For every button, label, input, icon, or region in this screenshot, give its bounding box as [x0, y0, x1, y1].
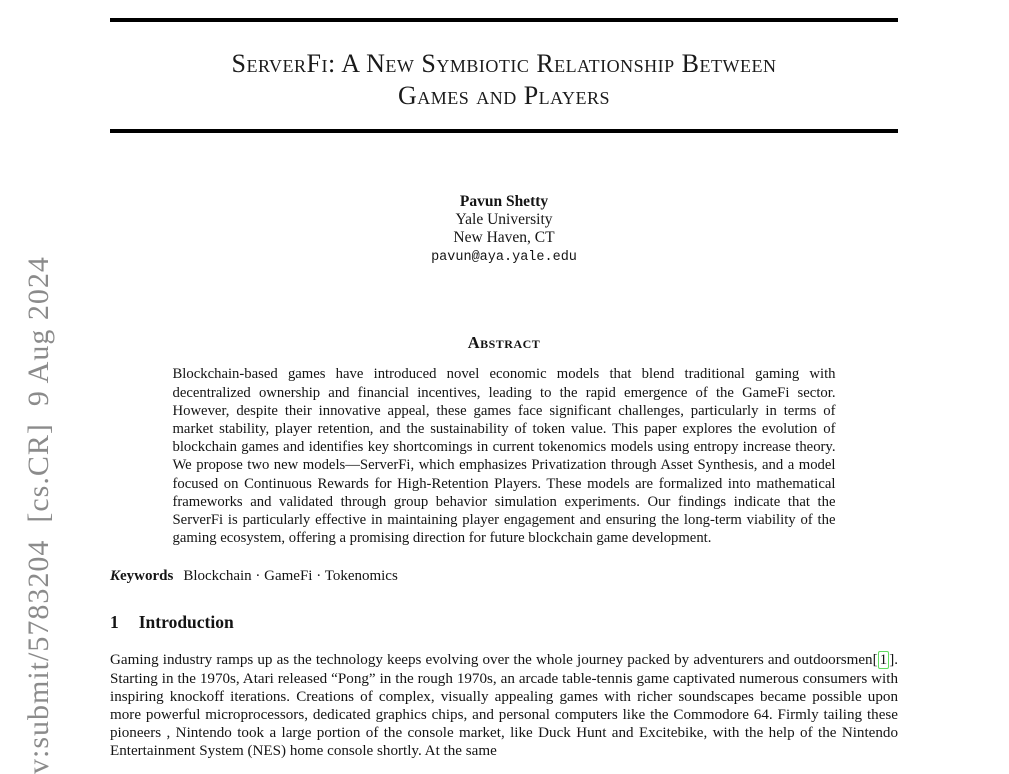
author-name: Pavun Shetty — [459, 193, 549, 211]
keywords-line — [110, 567, 898, 586]
section-heading-introduction — [110, 611, 898, 633]
keywords-label — [110, 568, 173, 584]
citation-bracket-open: [ — [872, 652, 878, 669]
keywords-list: Blockchain · GameFi · Tokenomics — [183, 568, 398, 585]
author-location: New Haven, CT — [453, 229, 555, 247]
citation-link-1[interactable] — [873, 651, 895, 669]
author-affiliation: Yale University — [455, 211, 553, 229]
introduction-paragraph — [110, 651, 898, 760]
section-number: 1 — [110, 612, 119, 633]
keywords-label-rest: eywords — [120, 568, 174, 585]
paper-title-line-2: Games and Players — [397, 81, 611, 110]
intro-text-before-citation: Gaming industry ramps up as the technology keeps evolving over the whole journey packed by adventurers and outdoorsmen — [110, 652, 873, 669]
arxiv-watermark: v:submit/5783204 [cs.CR] 9 Aug 2024 — [22, 256, 55, 774]
paper-title-line-1: ServerFi: A New Symbiotic Relationship Between — [231, 49, 777, 78]
paper-title — [110, 48, 898, 112]
paper-page — [110, 0, 898, 761]
abstract-heading: Abstract — [467, 333, 541, 353]
author-block — [110, 193, 898, 267]
citation-bracket-close: ] — [889, 652, 895, 669]
keywords-label-initial: K — [110, 568, 121, 585]
section-title: Introduction — [138, 612, 234, 633]
author-email: pavun@aya.yale.edu — [431, 250, 577, 266]
abstract-text: Blockchain-based games have introduced novel economic models that blend traditional gaming with decentralized ownership and financial incentives, leading to the rapid emergence of the GameFi sector. However, despite their innovative appeal, these games face significant challenges, particularly in terms of market stability, player retention, and the sustainability of token value. This paper explores the evolution of blockchain games and identifies key shortcomings in current tokenomics models using entropy increase theory. We propose two new models—ServerFi, which emphasizes Privatization through Asset Synthesis, and a model focused on Continuous Rewards for High-Retention Players. These models are formalized into mathematical frameworks and validated through group behavior simulation experiments. Our findings indicate that the ServerFi is particularly effective in maintaining player engagement and ensuring the long-term viability of the gaming ecosystem, offering a promising direction for future blockchain game development. — [172, 366, 836, 547]
citation-number[interactable]: 1 — [879, 652, 888, 669]
title-rule-top — [110, 18, 898, 22]
intro-text-after-citation: . Starting in the 1970s, Atari released “Pong” in the rough 1970s, an arcade table-tennis game captivated numerous consumers with inspiring knockoff iterations. Creations of complex, visually appealing games with richer soundscapes became possible upon more powerful microprocessors, dedicated graphics chips, and personal computers like the Commodore 64. Firmly tailing these pioneers , Nintendo took a large portion of the console market, like Duck Hunt and Excitebike, with the help of the Nintendo Entertainment System (NES) home console shortly. At the same — [110, 652, 898, 760]
title-rule-bottom — [110, 129, 898, 133]
